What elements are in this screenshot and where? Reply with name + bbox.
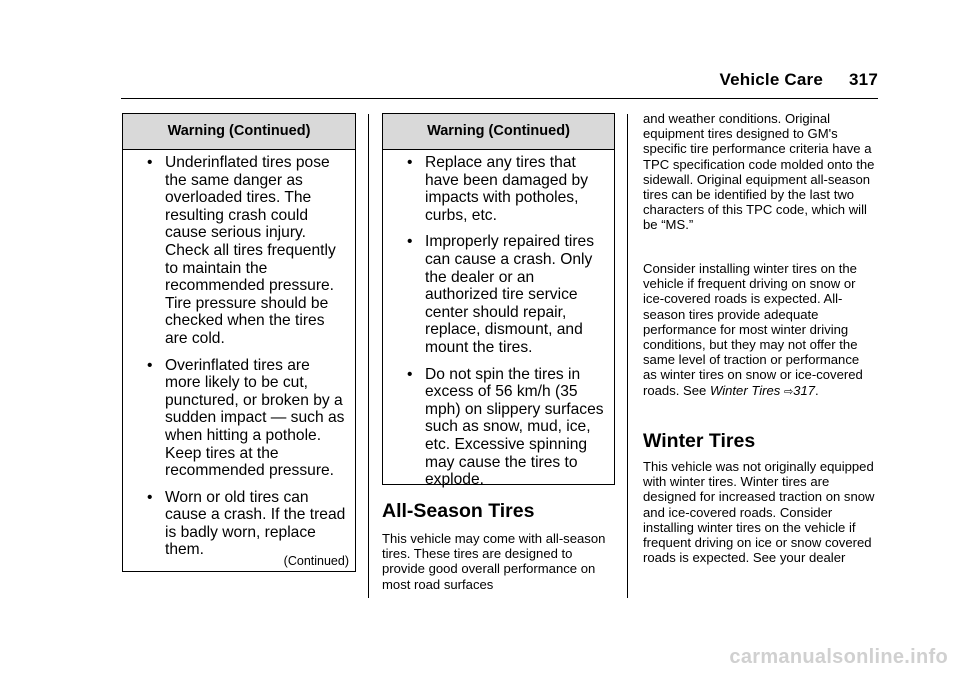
cross-reference-page[interactable]: 317 [793,382,816,398]
heading-winter-tires: Winter Tires [643,430,756,452]
continued-label: (Continued) [283,554,349,568]
page-number: 317 [849,70,878,89]
warning-box-1 [122,113,356,572]
warning-box-body [123,150,355,559]
warning-item: • Replace any tires that have been damaged by impacts with potholes, curbs, etc. [407,154,588,224]
heading-all-season-tires: All-Season Tires [382,500,535,522]
warning-box-title: Warning (Continued) [383,114,614,150]
warning-box-body [383,150,614,489]
bullet-icon: • [407,365,413,383]
bullet-icon: • [407,154,413,171]
bullet-icon: • [147,488,153,506]
watermark: carmanualsonline.info [729,646,948,668]
warning-item: • Improperly repaired tires can cause a crash. Only the dealer or an authorized tire service center should repair, replace, dismount, and mount the tires. [407,233,594,356]
winter-advice-paragraph: Consider installing winter tires on the vehicle if frequent driving on snow or ice-covered roads is expected. All-season tires provide adequate performance for most winter driving conditions, but they may not offer the same level of traction or performance as winter tires on snow or ice-covered roads. See Winter Tires ⇨317. [643,261,863,398]
bullet-icon: • [147,154,153,171]
bullet-icon: • [407,233,413,251]
cross-reference-link[interactable]: Winter Tires [709,382,781,398]
tpc-paragraph: and weather conditions. Original equipment tires designed to GM's specific tire performance criteria have a TPC specification code molded onto the sidewall. Original equipment all-season tires can be identified by the last two characters of this TPC code, which will be “MS.” [643,111,875,233]
winter-tires-paragraph: This vehicle was not originally equipped with winter tires. Winter tires are designed for increased traction on snow and ice-covered roads. Consider installing winter tires on the vehicle if frequent driving on ice or snow covered roads is expected. See your dealer [643,459,875,566]
warning-item: • Worn or old tires can cause a crash. If the tread is badly worn, replace them. [147,488,346,559]
warning-item: • Underinflated tires pose the same danger as overloaded tires. The resulting crash could cause serious injury. Check all tires frequently to maintain the recommended pressure. Tire pressure should be checked when the tires are cold. [147,154,336,347]
warning-box-title: Warning (Continued) [123,114,355,150]
warning-box-2 [382,113,615,489]
column-divider-1 [368,114,369,598]
page-header [0,70,878,90]
header-rule [121,98,878,99]
section-title: Vehicle Care [719,70,824,89]
page-reference-arrow-icon: ⇨ [783,385,794,398]
column-divider-2 [627,114,628,598]
warning-item: • Overinflated tires are more likely to be cut, punctured, or broken by a sudden impact — such as when hitting a pothole. Keep tires at the recommended pressure. [147,356,345,480]
warning-item: • Do not spin the tires in excess of 56 km/h (35 mph) on slippery surfaces such as snow, mud, ice, etc. Excessive spinning may cause the tires to explode. [407,365,604,489]
all-season-paragraph: This vehicle may come with all-season tires. These tires are designed to provide good overall performance on most road surfaces [382,531,606,592]
bullet-icon: • [147,356,153,374]
